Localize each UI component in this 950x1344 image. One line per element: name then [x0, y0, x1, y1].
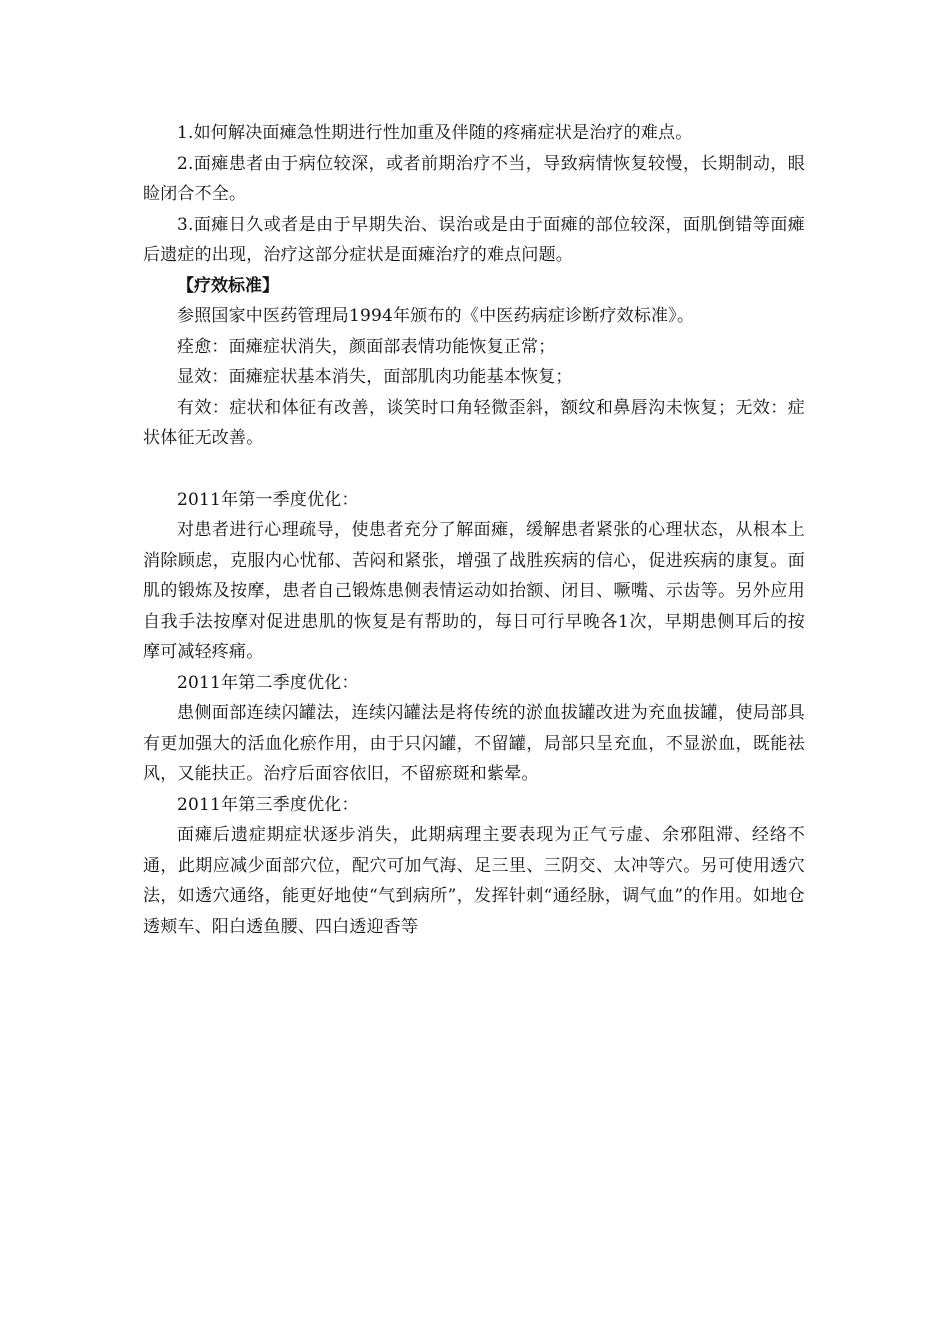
document-page — [143, 118, 805, 942]
efficacy-marked: 显效：面瘫症状基本消失，面部肌肉功能基本恢复； — [177, 367, 573, 387]
efficacy-heading: 【疗效标准】 — [177, 275, 279, 296]
efficacy-effective: 有效：症状和体征有改善，谈笑时口角轻微歪斜，额纹和鼻唇沟未恢复；无效：症状体征无改善。 — [143, 397, 805, 448]
q3-title: 2011年第三季度优化： — [177, 794, 359, 815]
q2-text: 患侧面部连续闪罐法，连续闪罐法是将传统的淤血拔罐改进为充血拔罐，使局部具有更加强大的活血化瘀作用，由于只闪罐，不留罐，局部只呈充血，不显淤血，既能祛风，又能扶正。治疗后面容依旧，不留瘀斑和紫晕。 — [143, 703, 805, 784]
q1-text: 对患者进行心理疏导，使患者充分了解面瘫，缓解患者紧张的心理状态，从根本上消除顾虑，克服内心忧郁、苦闷和紧张，增强了战胜疾病的信心，促进疾病的康复。面肌的锻炼及按摩，患者自己锻炼患侧表情运动如抬额、闭目、噘嘴、示齿等。另外应用自我手法按摩对促进患肌的恢复是有帮助的，每日可行早晚各1次，早期患侧耳后的按摩可减轻疼痛。 — [143, 520, 805, 662]
q1-title: 2011年第一季度优化： — [177, 489, 359, 510]
q2-title: 2011年第二季度优化： — [177, 672, 359, 693]
difficulty-item-3: 3.面瘫日久或者是由于早期失治、误治或是由于面瘫的部位较深，面肌倒错等面瘫后遗症的出现，治疗这部分症状是面瘫治疗的难点问题。 — [143, 214, 805, 265]
difficulty-item-2: 2.面瘫患者由于病位较深，或者前期治疗不当，导致病情恢复较慢，长期制动，眼睑闭合不全。 — [143, 153, 805, 204]
q3-text: 面瘫后遗症期症状逐步消失，此期病理主要表现为正气亏虚、余邪阻滞、经络不通，此期应减少面部穴位，配穴可加气海、足三里、三阴交、太冲等穴。另可使用透穴法，如透穴通络，能更好地使“气到病所”，发挥针刺“通经脉，调气血”的作用。如地仓透颊车、阳白透鱼腰、四白透迎香等 — [143, 825, 805, 937]
efficacy-cured: 痊愈：面瘫症状消失，颜面部表情功能恢复正常； — [177, 336, 556, 357]
efficacy-reference: 参照国家中医药管理局1994年颁布的《中医药病症诊断疗效标准》。 — [177, 306, 695, 326]
difficulty-item-1: 1.如何解决面瘫急性期进行性加重及伴随的疼痛症状是治疗的难点。 — [177, 123, 693, 143]
